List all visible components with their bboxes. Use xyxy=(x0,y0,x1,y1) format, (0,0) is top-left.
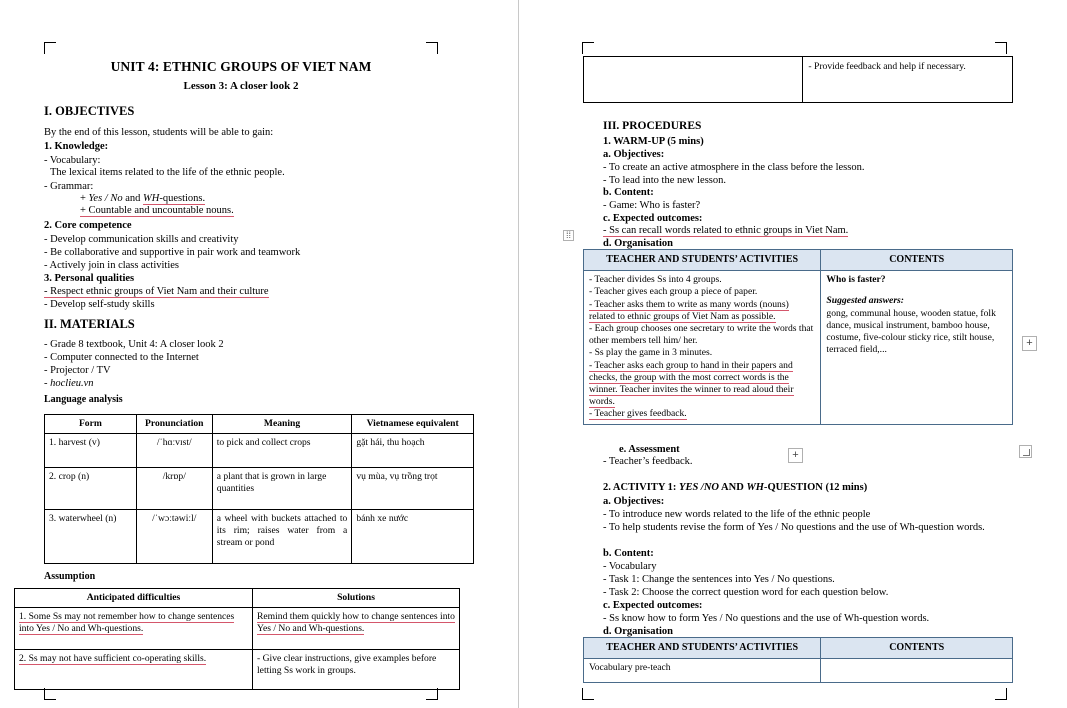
activity1-outcomes: - Ss know how to form Yes / No questions and the use of Wh-question words. xyxy=(603,613,930,624)
add-column-handle[interactable]: + xyxy=(1022,336,1037,351)
cell-viet-2: vụ mùa, vụ trồng trọt xyxy=(352,468,474,510)
warmup-content-label: b. Content: xyxy=(603,187,654,198)
warmup-outcomes-label: c. Expected outcomes: xyxy=(603,213,703,224)
activity1-outcomes-label: c. Expected outcomes: xyxy=(603,600,703,611)
table-row xyxy=(584,271,1013,424)
activity-line-5-text: - Teacher asks each group to hand in their papers and checks, the group with the most correct words is the winner. Teacher invites the winner to read aloud their words. xyxy=(589,359,794,408)
materials-item-0: - Grade 8 textbook, Unit 4: A closer look 2 xyxy=(44,339,224,350)
col-anticipated-difficulties: Anticipated difficulties xyxy=(15,589,253,608)
activity-line-4: - Ss play the game in 3 minutes. xyxy=(589,347,713,359)
warmup-objectives-label: a. Objectives: xyxy=(603,149,665,160)
col-contents: CONTENTS xyxy=(821,638,1013,659)
col-pronunciation: Pronunciation xyxy=(136,415,212,434)
activity-1-italic: YES /NO xyxy=(679,482,720,493)
grammar-item-2-text: + Countable and uncountable nouns. xyxy=(80,205,234,216)
col-teacher-students-activities: TEACHER AND STUDENTS’ ACTIVITIES xyxy=(584,638,821,659)
add-row-handle[interactable]: + xyxy=(788,448,803,463)
heading-core-competence: 2. Core competence xyxy=(44,220,132,231)
col-meaning: Meaning xyxy=(212,415,352,434)
activity1-objective-0: - To introduce new words related to the life of the ethnic people xyxy=(603,509,871,520)
cell-form-3: 3. waterwheel (n) xyxy=(45,510,137,564)
heading-language-analysis: Language analysis xyxy=(44,394,123,405)
cell-meaning-1: to pick and collect crops xyxy=(212,434,352,468)
col-contents: CONTENTS xyxy=(821,250,1013,271)
heading-objectives: I. OBJECTIVES xyxy=(44,104,135,118)
table-row xyxy=(45,468,474,510)
warmup-outcomes-text: - Ss can recall words related to ethnic groups in Viet Nam. xyxy=(603,225,849,236)
activity-1-prefix: 2. ACTIVITY 1: xyxy=(603,482,680,493)
contents-suggested-label: Suggested answers: xyxy=(826,295,904,307)
assumption-table xyxy=(14,588,460,690)
cell-viet-1: gặt hái, thu hoạch xyxy=(352,434,474,468)
crop-mark-top-left xyxy=(44,42,56,54)
activity-line-3: - Each group chooses one secretary to write the words that other members tell him/ her. xyxy=(589,323,814,347)
grammar-item-1-prefix: + xyxy=(80,193,89,204)
core-competence-item-1: - Be collaborative and supportive in pair work and teamwork xyxy=(44,247,301,258)
core-competence-item-2: - Actively join in class activities xyxy=(44,260,180,271)
col-solutions: Solutions xyxy=(253,589,460,608)
activity1-content-1: - Task 1: Change the sentences into Yes / No questions. xyxy=(603,574,835,585)
table-row xyxy=(45,510,474,564)
materials-item-1: - Computer connected to the Internet xyxy=(44,352,199,363)
language-analysis-table xyxy=(44,414,474,564)
col-teacher-students-activities: TEACHER AND STUDENTS’ ACTIVITIES xyxy=(584,250,821,271)
cell-contents-empty xyxy=(821,659,1013,683)
page-right xyxy=(519,0,1067,708)
table-row xyxy=(15,650,460,690)
col-form: Form xyxy=(45,415,137,434)
contents-title: Who is faster? xyxy=(826,274,886,286)
activity1-content-label: b. Content: xyxy=(603,548,654,559)
activity1-objectives-label: a. Objectives: xyxy=(603,496,665,507)
document-subtitle: Lesson 3: A closer look 2 xyxy=(183,80,299,92)
assessment-label: e. Assessment xyxy=(619,444,680,455)
table-row xyxy=(15,608,460,650)
grammar-item-1-tail: questions. xyxy=(162,193,206,204)
heading-knowledge: 1. Knowledge: xyxy=(44,141,109,152)
heading-procedures: III. PROCEDURES xyxy=(603,120,702,132)
crop-mark-bottom-left xyxy=(582,688,594,700)
heading-personal-qualities: 3. Personal qualities xyxy=(44,273,135,284)
cell-solution-1 xyxy=(253,608,460,650)
activity1-content-0: - Vocabulary xyxy=(603,561,657,572)
cell-meaning-2: a plant that is grown in large quantities xyxy=(212,468,352,510)
table-row xyxy=(584,57,1013,103)
cell-solution-2: - Give clear instructions, give examples before letting Ss work in groups. xyxy=(253,650,460,690)
activity-line-6 xyxy=(589,408,815,420)
document-title: UNIT 4: ETHNIC GROUPS OF VIET NAM xyxy=(110,59,372,74)
activity-line-0: - Teacher divides Ss into 4 groups. xyxy=(589,274,722,286)
cell-empty-left xyxy=(584,57,803,103)
vocabulary-label: - Vocabulary: xyxy=(44,155,101,166)
table-header-row xyxy=(15,589,460,608)
warmup-activities-table xyxy=(583,249,1013,425)
crop-mark-bottom-right xyxy=(995,688,1007,700)
cell-viet-3: bánh xe nước xyxy=(352,510,474,564)
activity1-table xyxy=(583,637,1013,683)
activity-line-2-text: - Teacher asks them to write as many words (nouns) related to ethnic groups of Viet Nam as possible. xyxy=(589,298,789,322)
crop-mark-top-left xyxy=(582,42,594,54)
cell-difficulty-1 xyxy=(15,608,253,650)
materials-item-2: - Projector / TV xyxy=(44,365,111,376)
table-header-row xyxy=(584,250,1013,271)
heading-assumption: Assumption xyxy=(44,571,96,582)
grammar-item-1-rest: and xyxy=(122,193,144,204)
warmup-content: - Game: Who is faster? xyxy=(603,200,701,211)
personal-qualities-item-0 xyxy=(44,285,269,298)
table-row xyxy=(45,434,474,468)
activity-1-mid: AND xyxy=(719,482,747,493)
cell-form-2: 2. crop (n) xyxy=(45,468,137,510)
contents-answers: gong, communal house, wooden statue, folk dance, musical instrument, bamboo house, costume, five-colour sticky rice, stilt house, terraced field,... xyxy=(826,307,996,356)
activity-line-2 xyxy=(589,299,815,323)
table-header-row xyxy=(45,415,474,434)
warmup-objective-1: - To lead into the new lesson. xyxy=(603,175,727,186)
table-header-row xyxy=(584,638,1013,659)
crop-mark-top-right xyxy=(995,42,1007,54)
personal-qualities-item-1: - Develop self-study skills xyxy=(44,299,155,310)
warmup-outcomes xyxy=(603,224,848,237)
personal-qualities-item-0-text: - Respect ethnic groups of Viet Nam and their culture xyxy=(44,286,269,297)
heading-warmup: 1. WARM-UP (5 mins) xyxy=(603,136,704,147)
assessment-text: - Teacher’s feedback. xyxy=(603,456,693,467)
activity-line-6-text: - Teacher gives feedback. xyxy=(589,408,687,420)
table-move-handle[interactable]: ⁞⁞ xyxy=(563,230,574,241)
cell-difficulty-2-text: 2. Ss may not have sufficient co-operating skills. xyxy=(19,653,207,664)
table-resize-handle[interactable] xyxy=(1019,445,1032,458)
materials-item-3: - hoclieu.vn xyxy=(44,378,94,389)
activity-line-1: - Teacher gives each group a piece of paper. xyxy=(589,286,758,298)
cell-meaning-3: a wheel with buckets attached to its rim; raises water from a stream or pond xyxy=(212,510,352,564)
cell-feedback: - Provide feedback and help if necessary. xyxy=(803,57,1013,103)
activity1-organisation-label: d. Organisation xyxy=(603,626,674,637)
cell-pron-1: /ˈhɑːvɪst/ xyxy=(136,434,212,468)
activity1-objective-1: - To help students revise the form of Yes / No questions and the use of Wh-question words. xyxy=(603,522,985,533)
crop-mark-top-right xyxy=(426,42,438,54)
activity-line-5 xyxy=(589,360,815,409)
cell-solution-1-text: Remind them quickly how to change sentences into Yes / No and Wh-questions. xyxy=(257,611,455,634)
cell-pron-3: /ˈwɔːtəwiːl/ xyxy=(136,510,212,564)
cell-form-1: 1. harvest (v) xyxy=(45,434,137,468)
cell-pron-2: /krɒp/ xyxy=(136,468,212,510)
vocabulary-text: The lexical items related to the life of the ethnic people. xyxy=(50,167,285,178)
core-competence-item-0: - Develop communication skills and creativity xyxy=(44,234,239,245)
grammar-item-2 xyxy=(80,204,234,217)
heading-activity-1 xyxy=(603,481,867,494)
warmup-objective-0: - To create an active atmosphere in the class before the lesson. xyxy=(603,162,865,173)
grammar-item-1-italic2: WH- xyxy=(143,193,163,204)
grammar-label: - Grammar: xyxy=(44,181,94,192)
activity1-content-2: - Task 2: Choose the correct question word for each question below. xyxy=(603,587,889,598)
cell-contents xyxy=(821,271,1013,424)
cell-difficulty-1-text: 1. Some Ss may not remember how to change sentences into Yes / No and Wh-questions. xyxy=(19,611,235,634)
page-left xyxy=(0,0,518,708)
activity-1-rest: QUESTION (12 mins) xyxy=(767,482,868,493)
cell-difficulty-2 xyxy=(15,650,253,690)
objectives-intro: By the end of this lesson, students will be able to gain: xyxy=(44,127,274,138)
col-vietnamese: Vietnamese equivalent xyxy=(352,415,474,434)
warmup-organisation-label: d. Organisation xyxy=(603,238,674,249)
grammar-item-1-italic: Yes / No xyxy=(88,193,123,204)
activity-1-italic2: WH- xyxy=(746,482,768,493)
feedback-table xyxy=(583,56,1013,103)
cell-activities xyxy=(584,271,821,424)
heading-materials: II. MATERIALS xyxy=(44,317,135,331)
cell-vocabulary-preteach: Vocabulary pre-teach xyxy=(584,659,821,683)
table-row xyxy=(584,659,1013,683)
